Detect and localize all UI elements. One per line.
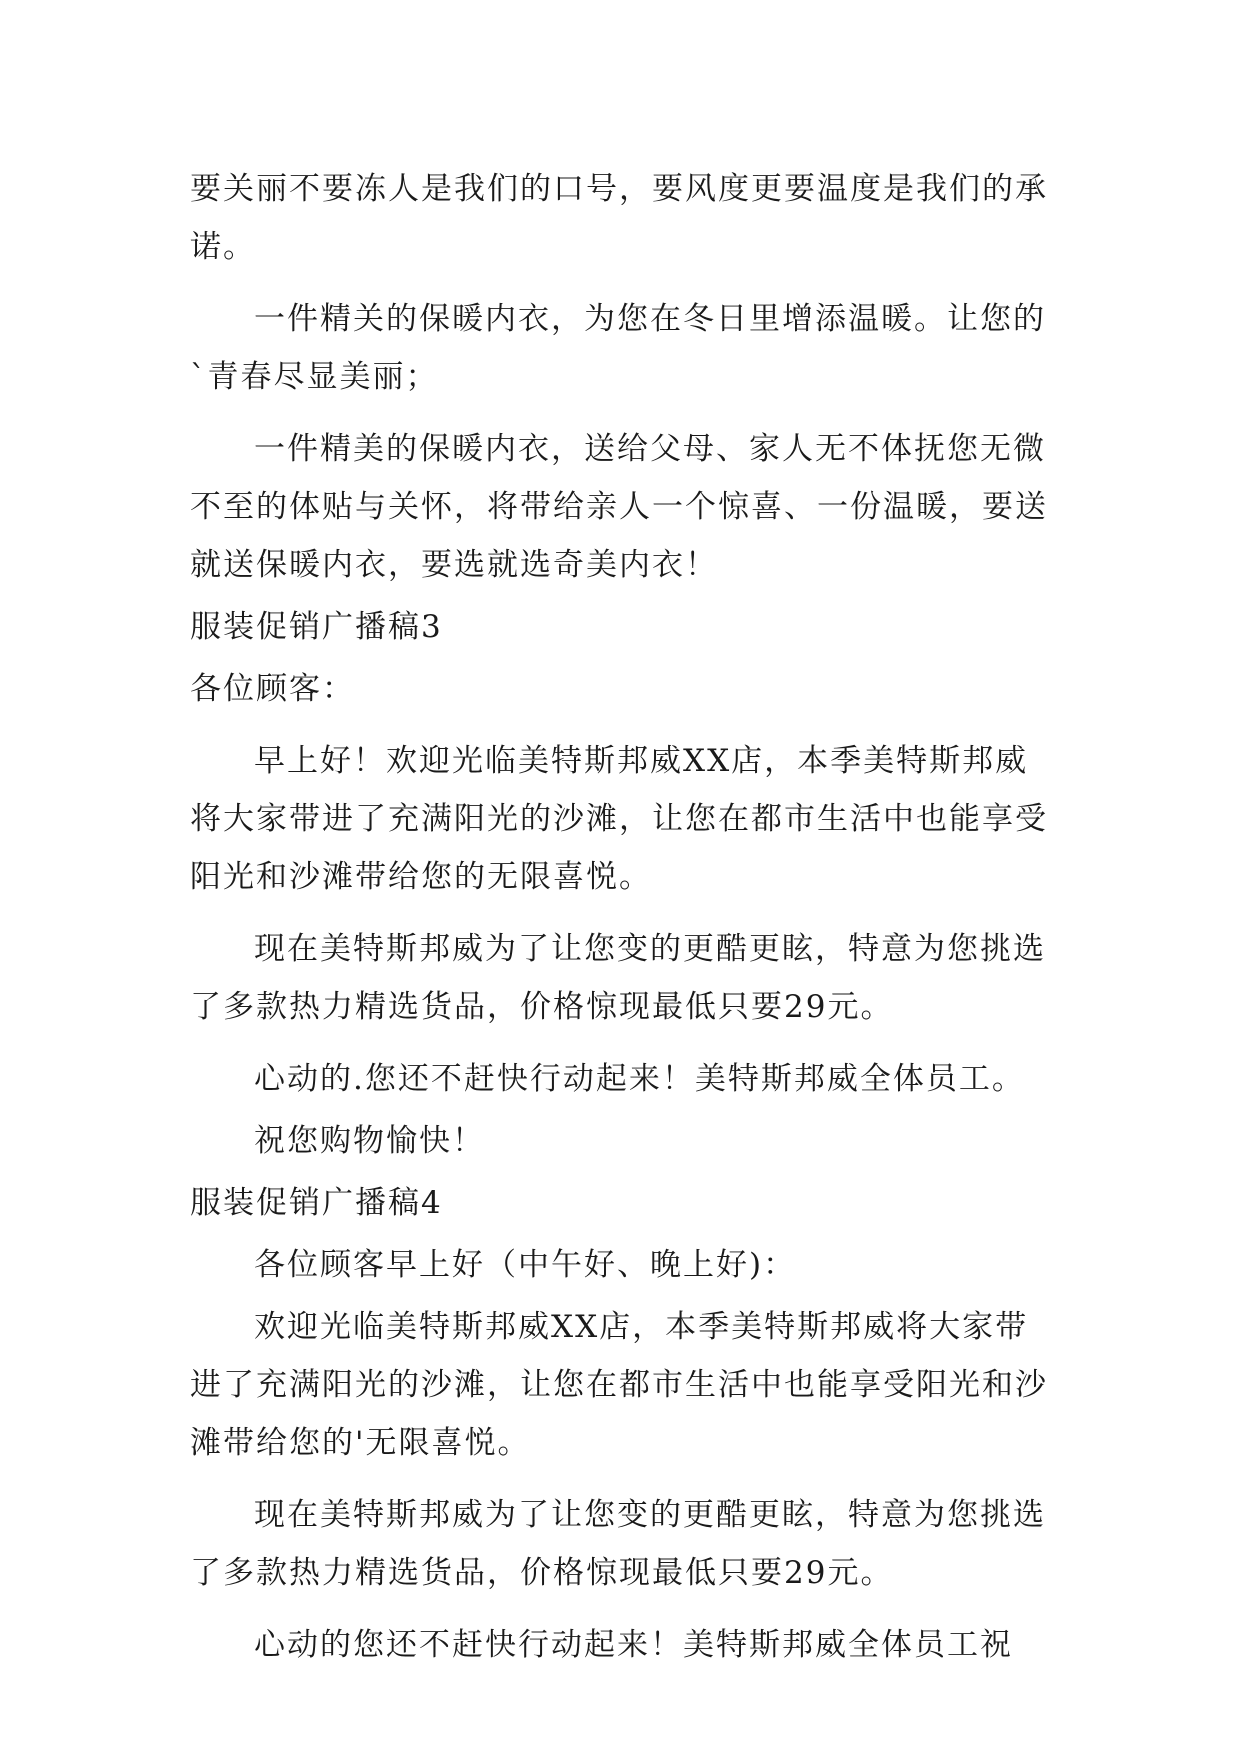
paragraph-offer: 现在美特斯邦威为了让您变的更酷更眩，特意为您挑选了多款热力精选货品，价格惊现最低只要29元。: [190, 931, 1046, 1025]
paragraph-welcome-2: 欢迎光临美特斯邦威XX店，本季美特斯邦威将大家带进了充满阳光的沙滩，让您在都市生活中也能享受阳光和沙滩带给您的'无限喜悦。: [190, 1309, 1048, 1461]
paragraph-underwear-2: 一件精美的保暖内衣，送给父母、家人无不体抚您无微不至的体贴与关怀，将带给亲人一个惊喜、一份温暖，要送就送保暖内衣，要选就选奇美内衣！: [190, 431, 1048, 583]
section-heading-4: 服装促销广播稿4: [190, 1185, 443, 1221]
paragraph-wish: 祝您购物愉快！: [254, 1123, 485, 1159]
paragraph-slogan: 要关丽不要冻人是我们的口号，要风度更要温度是我们的承诺。: [190, 171, 1048, 265]
paragraph-offer-2: 现在美特斯邦威为了让您变的更酷更眩，特意为您挑选了多款热力精选货品，价格惊现最低只要29元。: [190, 1497, 1046, 1591]
paragraph-greeting-2: 各位顾客早上好（中午好、晚上好)：: [254, 1247, 797, 1283]
paragraph-call-to-action: 心动的.您还不赶快行动起来！美特斯邦威全体员工。: [254, 1061, 1025, 1097]
paragraph-call-to-action-2: 心动的您还不赶快行动起来！美特斯邦威全体员工祝: [254, 1627, 1013, 1663]
paragraph-welcome: 早上好！欢迎光临美特斯邦威XX店，本季美特斯邦威将大家带进了充满阳光的沙滩，让您在都市生活中也能享受阳光和沙滩带给您的无限喜悦。: [190, 743, 1048, 895]
paragraph-greeting: 各位顾客：: [190, 671, 355, 707]
section-heading-3: 服装促销广播稿3: [190, 609, 443, 645]
paragraph-underwear-1: 一件精关的保暖内衣，为您在冬日里增添温暖。让您的`青春尽显美丽；: [190, 301, 1046, 395]
document-body: [190, 160, 1060, 1688]
